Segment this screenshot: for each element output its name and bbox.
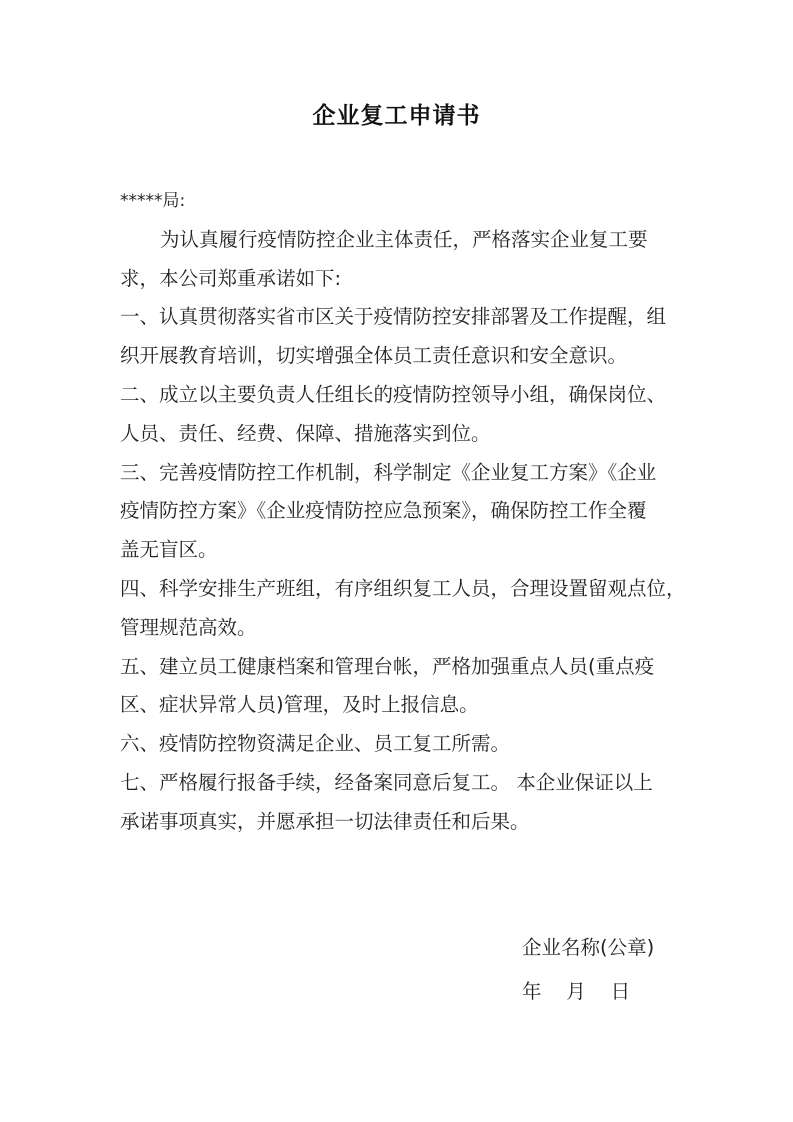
- item-line: 五、建立员工健康档案和管理台帐，严格加强重点人员(重点疫: [120, 654, 655, 678]
- signature-date: 年 月 日: [522, 980, 631, 1003]
- document-title: 企业复工申请书: [312, 102, 481, 129]
- commitment-item-3: [120, 454, 680, 570]
- commitment-item-7: [120, 764, 680, 842]
- item-line: 疫情防控方案》《企业疫情防控应急预案》，确保防控工作全覆: [120, 499, 647, 523]
- addressee: *****局:: [120, 191, 186, 211]
- item-line: 人员、责任、经费、保障、措施落实到位。: [120, 421, 491, 445]
- intro-paragraph: [120, 221, 680, 299]
- item-line: 区、症状异常人员)管理，及时上报信息。: [120, 693, 479, 717]
- commitment-item-1: [120, 298, 680, 376]
- item-line: 七、严格履行报备手续，经备案同意后复工。 本企业保证以上: [120, 770, 653, 794]
- intro-line: 为认真履行疫情防控企业主体责任，严格落实企业复工要: [160, 227, 648, 251]
- commitment-item-5: [120, 648, 680, 726]
- item-line: 四、科学安排生产班组，有序组织复工人员，合理设置留观点位，: [120, 576, 686, 600]
- item-line: 管理规范高效。: [120, 615, 257, 639]
- document-body: [120, 182, 686, 842]
- item-line: 二、成立以主要负责人任组长的疫情防控领导小组，确保岗位、: [120, 382, 667, 406]
- item-line: 织开展教育培训，切实增强全体员工责任意识和安全意识。: [120, 344, 628, 368]
- item-line: 承诺事项真实，并愿承担一切法律责任和后果。: [120, 809, 530, 833]
- commitment-item-6: [120, 725, 680, 764]
- item-line: 六、疫情防控物资满足企业、员工复工所需。: [120, 732, 511, 756]
- item-line: 盖无盲区。: [120, 538, 218, 562]
- commitment-item-2: [120, 376, 680, 454]
- item-line: 一、认真贯彻落实省市区关于疫情防控安排部署及工作提醒，组: [120, 305, 667, 329]
- commitment-item-4: [120, 570, 686, 648]
- intro-line: 求，本公司郑重承诺如下:: [120, 266, 342, 290]
- item-line: 三、完善疫情防控工作机制，科学制定《企业复工方案》《企业: [120, 460, 657, 484]
- signature-company: 企业名称(公章): [522, 936, 655, 959]
